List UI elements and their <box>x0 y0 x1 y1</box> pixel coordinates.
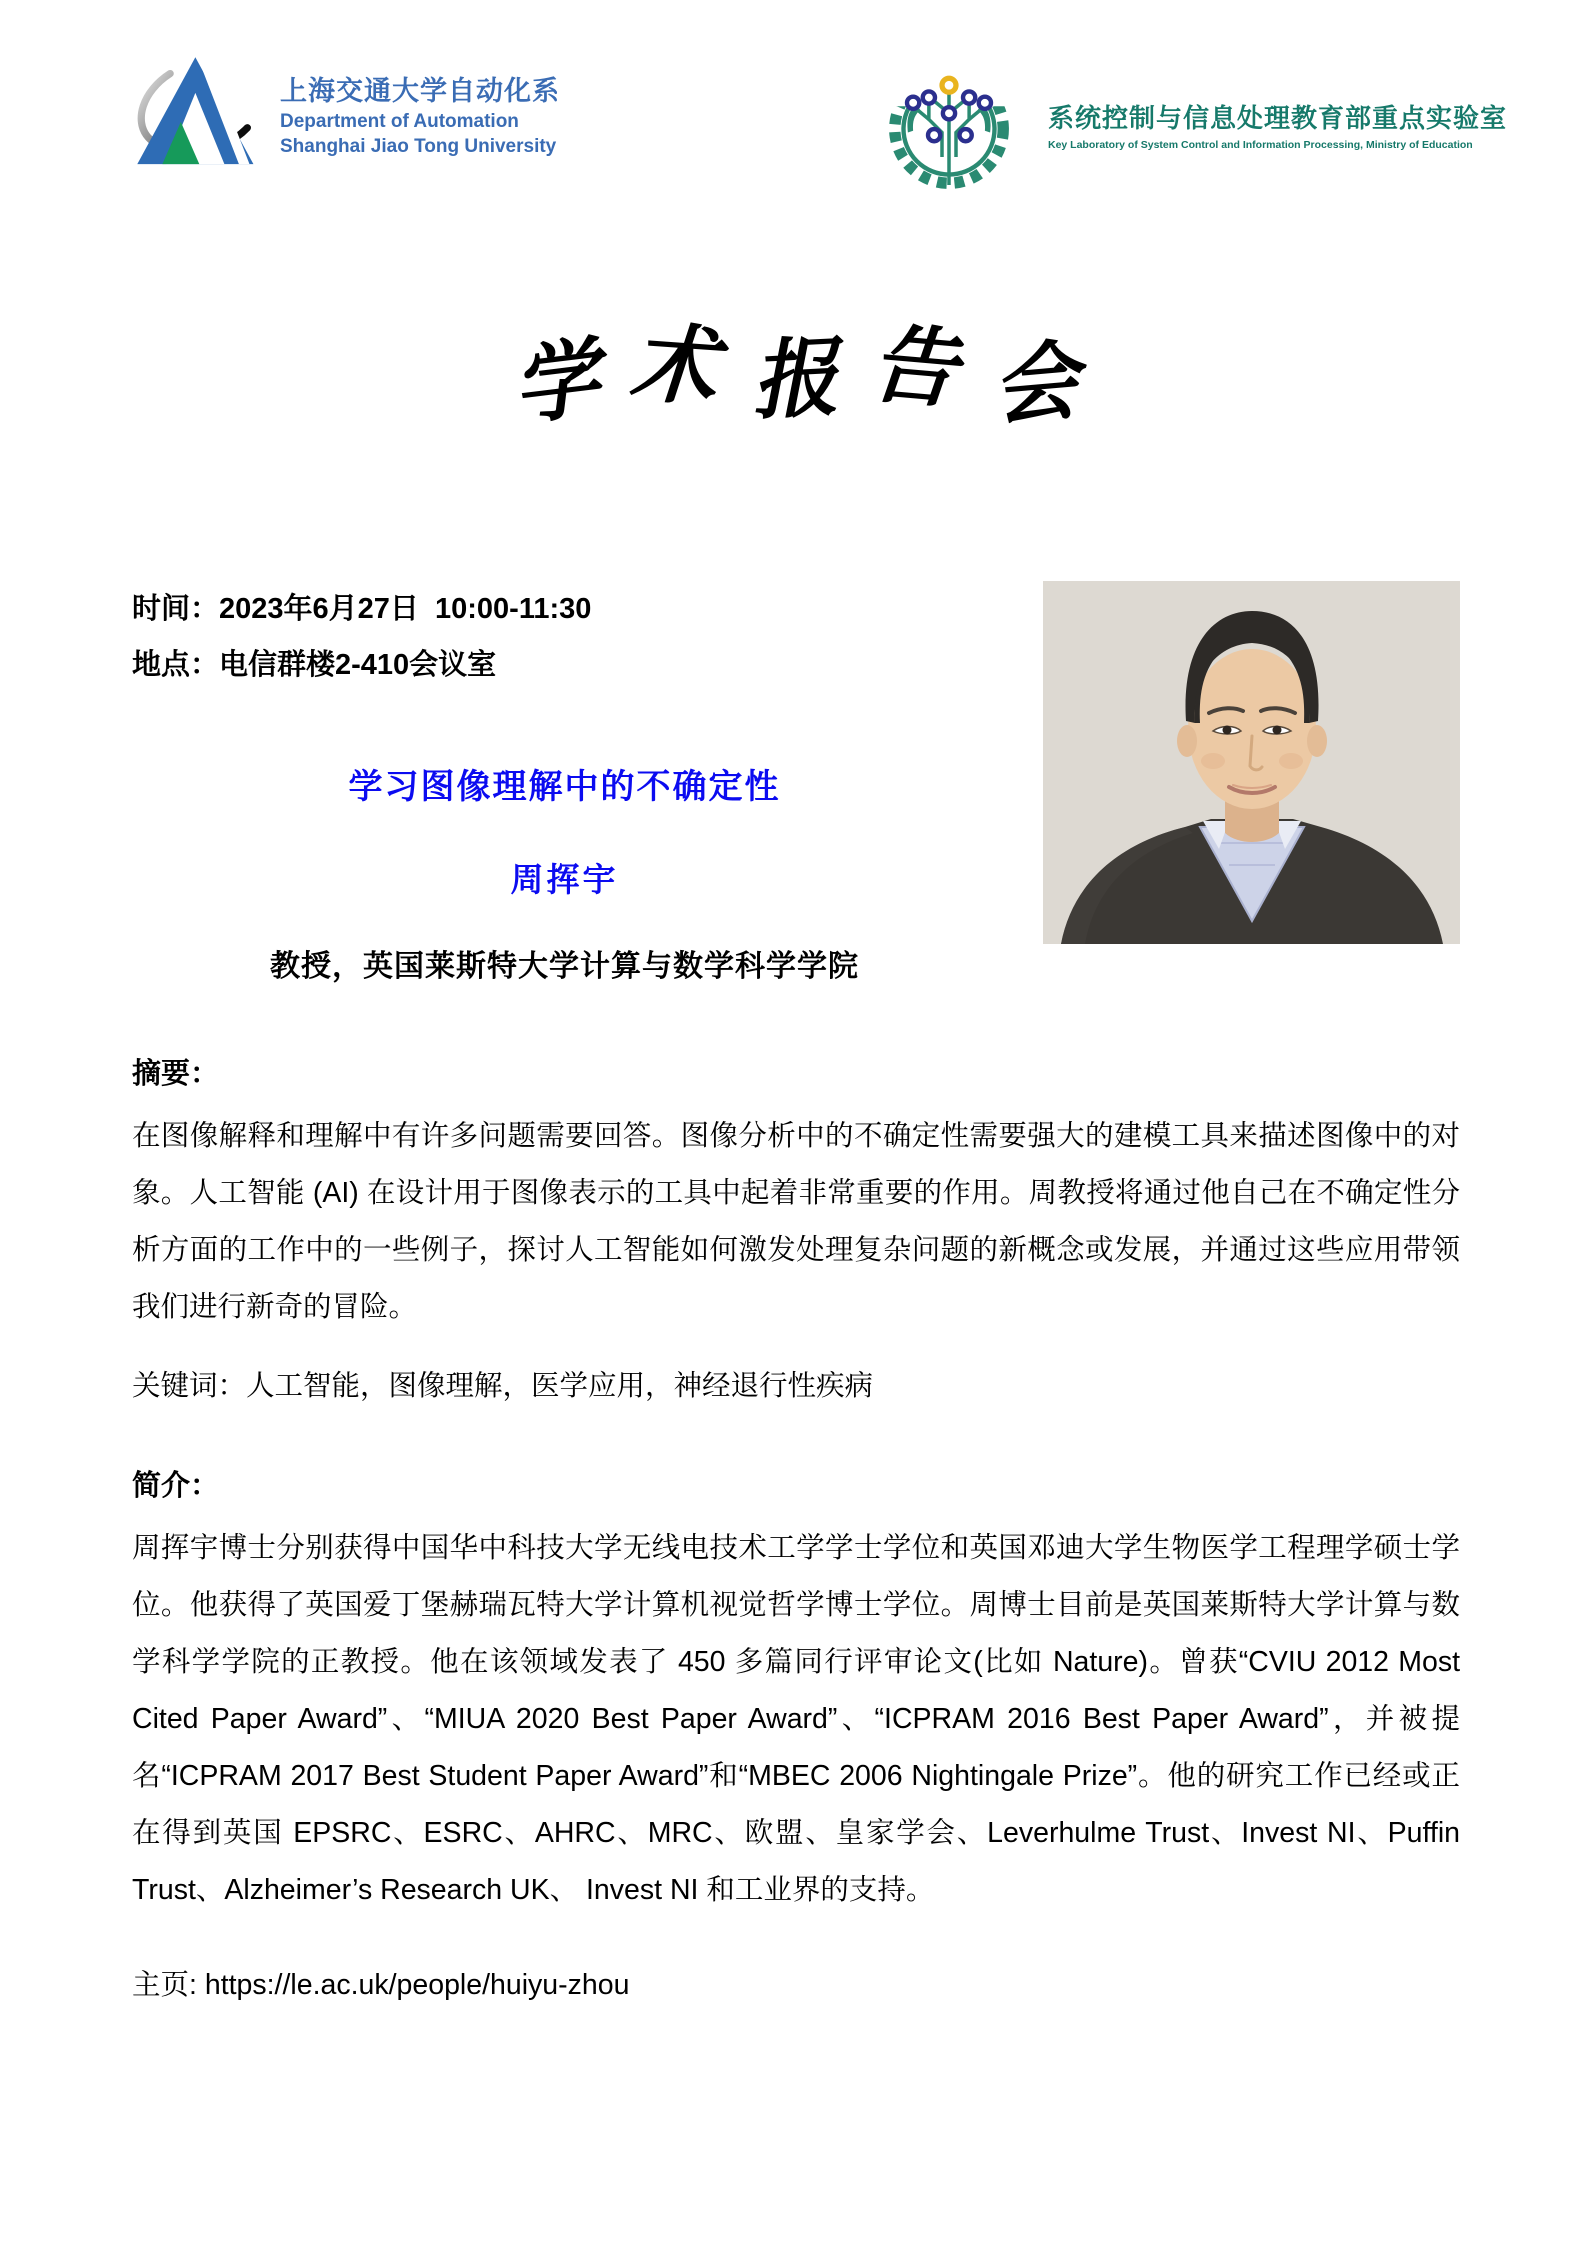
homepage-line <box>132 1957 1460 2014</box>
sjtu-automation-en1: Department of Automation <box>280 111 519 133</box>
yellow-node <box>942 78 956 92</box>
event-time: 时间：2023年6月27日 10:00-11:30 <box>132 593 592 625</box>
key-lab-logo-text <box>1048 98 1507 151</box>
content-sections <box>132 1051 1460 2014</box>
event-info-column <box>132 581 997 985</box>
speaker-photo <box>1043 581 1460 944</box>
sjtu-automation-logo-icon <box>132 52 264 175</box>
sjtu-automation-en2: Shanghai Jiao Tong University <box>280 136 557 157</box>
talk-affiliation: 教授，英国莱斯特大学计算与数学科学学院 <box>270 950 859 983</box>
event-location: 地点：电信群楼2-410会议室 <box>132 649 497 681</box>
sjtu-automation-logo-block <box>132 52 560 175</box>
sjtu-automation-logo-text <box>280 69 560 158</box>
banner-title-wrap <box>0 305 1587 438</box>
key-lab-gear-circuit-icon <box>874 52 1024 197</box>
banner-title: 学术报告会 <box>506 311 1117 438</box>
talk-speaker: 周挥宇 <box>510 861 619 898</box>
homepage-label: 主页: <box>132 1969 205 2001</box>
homepage-url: https://le.ac.uk/people/huiyu-zhou <box>204 1969 630 2001</box>
key-lab-en: Key Laboratory of System Control and Information Processing, Ministry of Education <box>1047 139 1473 151</box>
abstract-body: 在图像解释和理解中有许多问题需要回答。图像分析中的不确定性需要强大的建模工具来描述图像中的对象。人工智能 (AI) 在设计用于图像表示的工具中起着非常重要的作用。周教授将通过他自己在不确定性分析方面的工作中的一些例子，探讨人工智能如何激发处理复杂问题的新概念或发展，并通过这些应用带领我们进行新奇的冒险。 <box>132 1120 1460 1323</box>
abstract-heading: 摘要： <box>132 1058 220 1090</box>
header <box>0 0 1587 197</box>
key-lab-logo-block <box>874 52 1507 197</box>
main-row <box>132 581 1460 985</box>
bio-heading: 简介： <box>132 1470 220 1502</box>
bio-body: 周挥宇博士分别获得中国华中科技大学无线电技术工学学士学位和英国邓迪大学生物医学工程理学硕士学位。他获得了英国爱丁堡赫瑞瓦特大学计算机视觉哲学博士学位。周博士目前是英国莱斯特大学计算与数学科学学院的正教授。他在该领域发表了 450 多篇同行评审论文(比如 Nature)。曾获“CVIU 2012 Most Cited Paper Award”、“MIUA 2020 Best Paper Award”、“ICPRAM 2016 Best Paper Award”，并被提名“ICPRAM 2017 Best Student Paper Award”和“MBEC 2006 Nightingale Prize”。他的研究工作已经或正在得到英国 EPSRC、ESRC、AHRC、MRC、欧盟、皇家学会、Leverhulme Trust、Invest NI、Puffin Trust、Alzheimer’s Research UK、 Invest NI 和工业界的支持。 <box>132 1532 1460 1906</box>
key-lab-cn: 系统控制与信息处理教育部重点实验室 <box>1047 103 1507 133</box>
sjtu-automation-cn: 上海交通大学自动化系 <box>280 76 560 107</box>
talk-title: 学习图像理解中的不确定性 <box>348 768 781 806</box>
keywords-line: 关键词：人工智能，图像理解，医学应用，神经退行性疾病 <box>132 1370 874 1402</box>
